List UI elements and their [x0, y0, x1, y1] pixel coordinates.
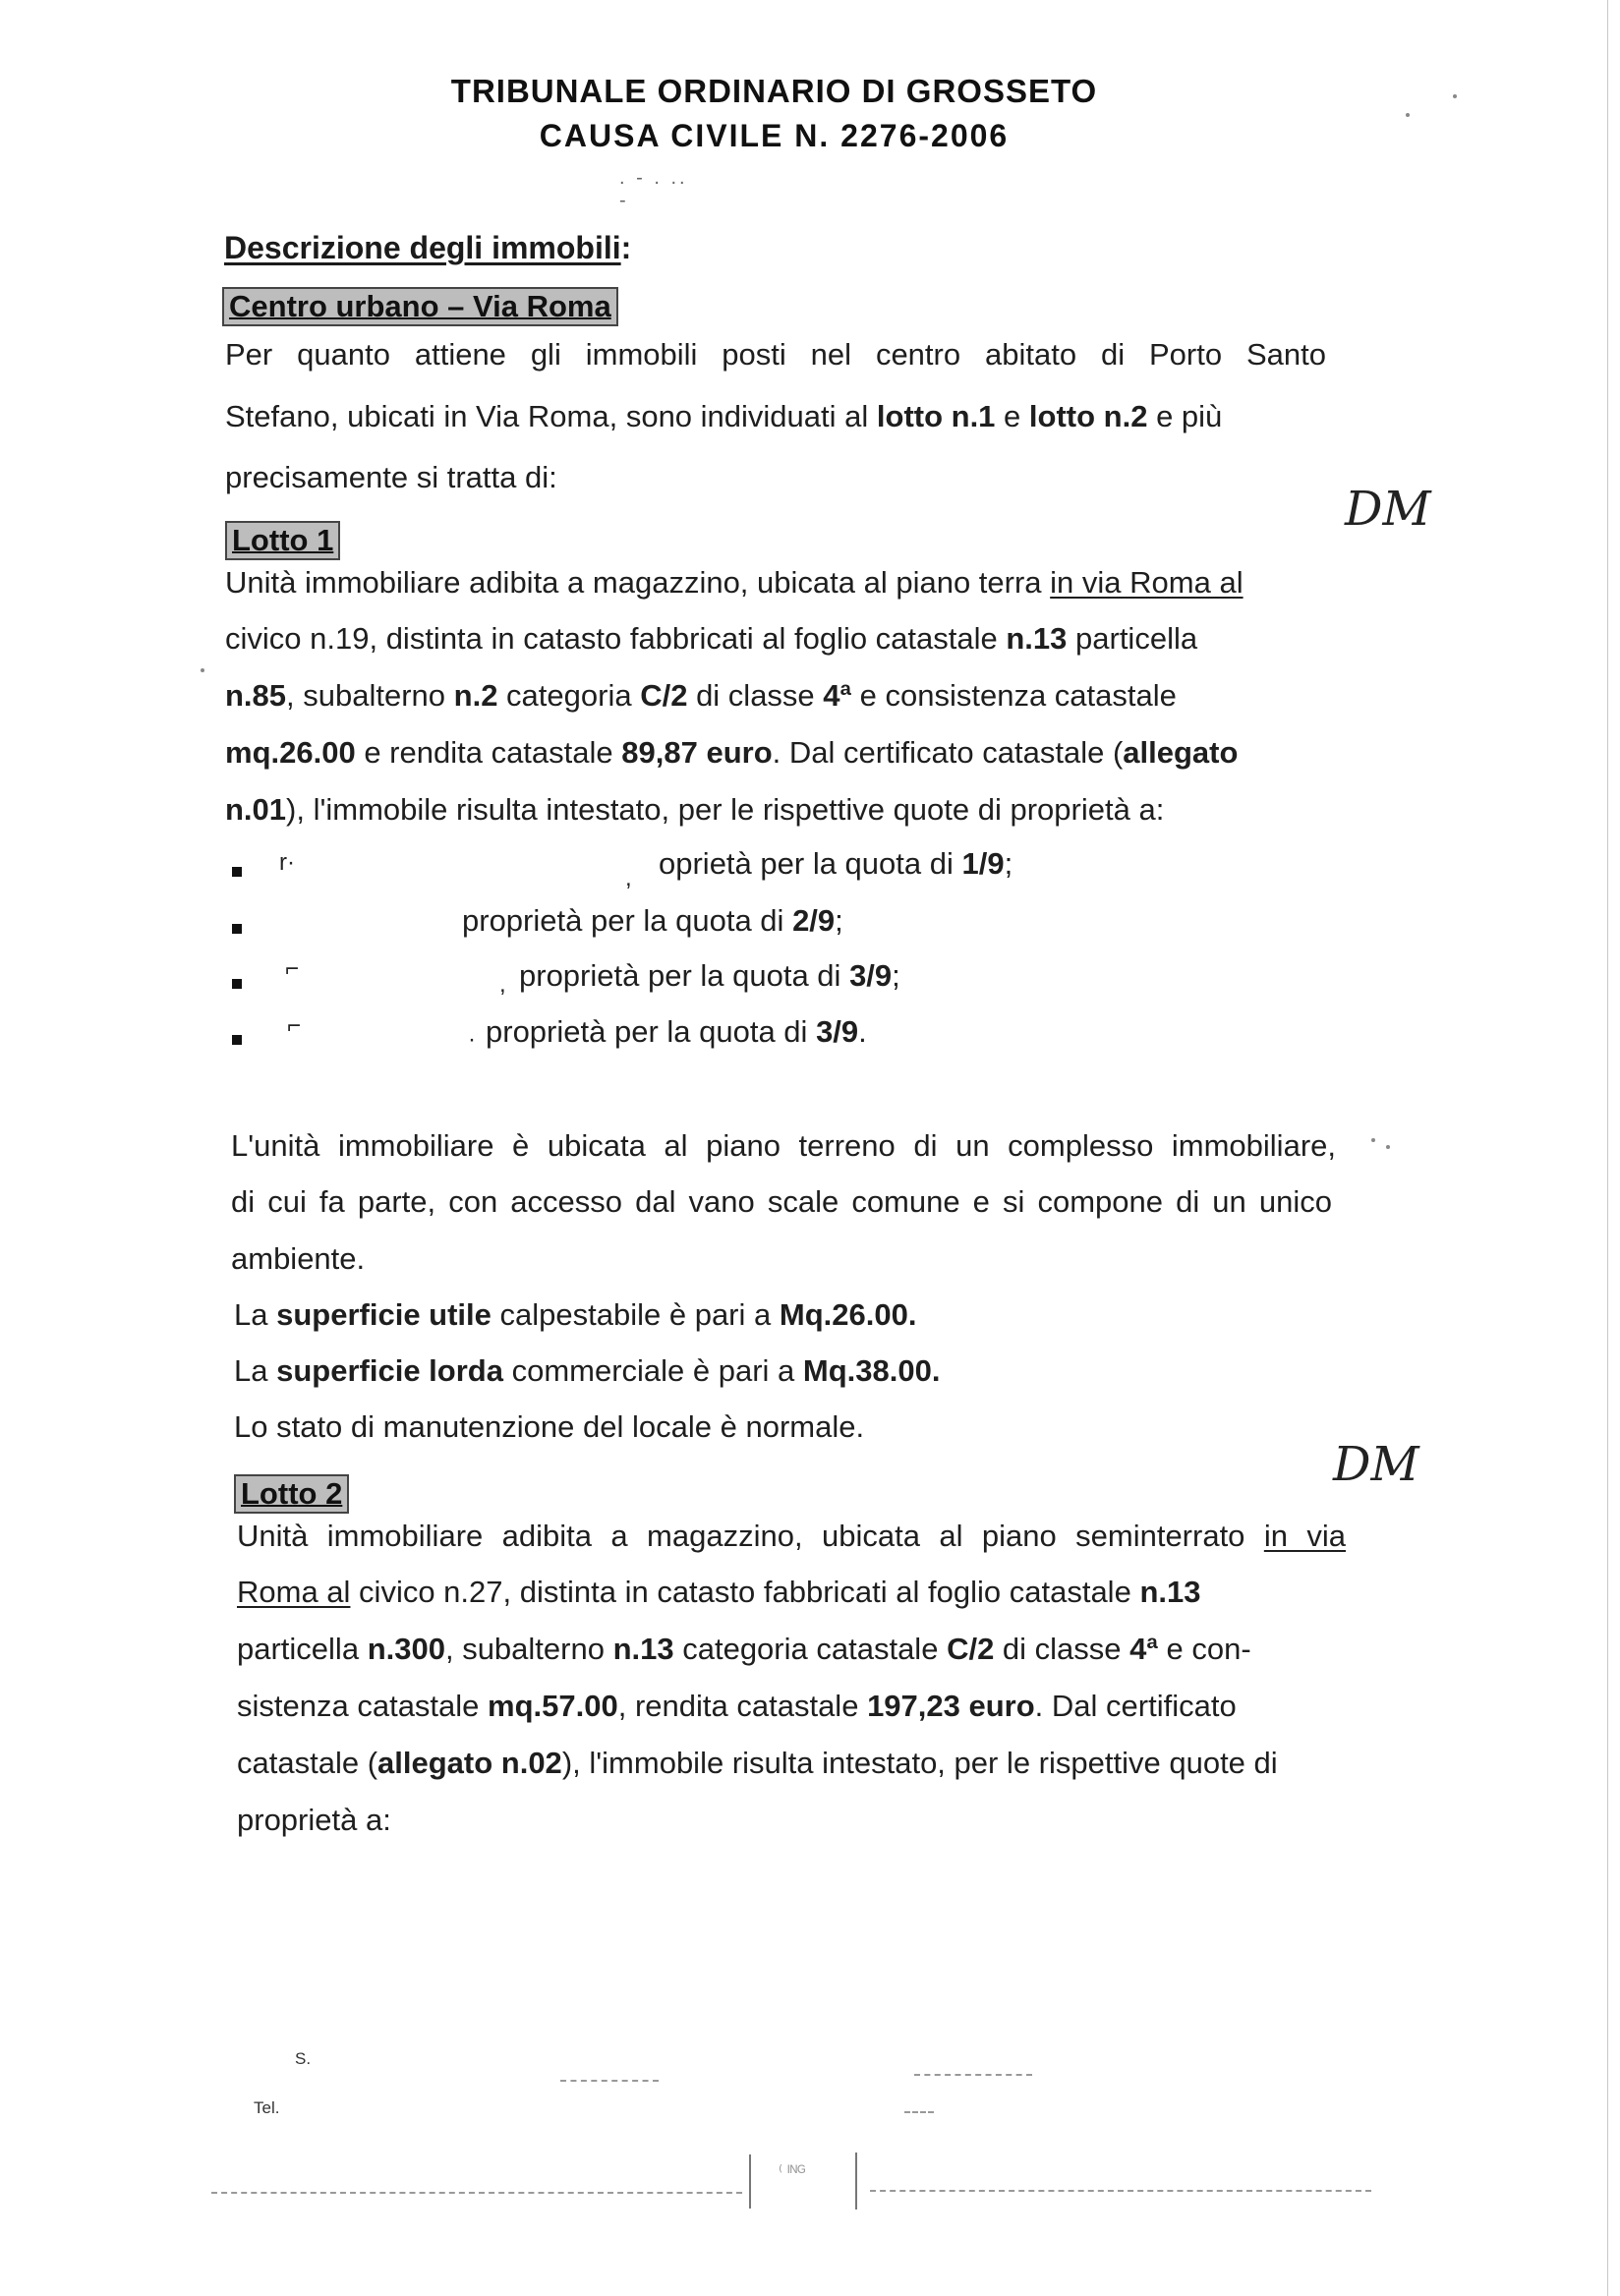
- lotto-2-line-1: [237, 1517, 1346, 1556]
- list-bullet: [232, 924, 242, 934]
- intro-text: e più: [1147, 399, 1223, 433]
- scan-speck: [1453, 94, 1457, 98]
- owner-text: ;: [1004, 846, 1013, 881]
- categoria-value: C/2: [947, 1632, 995, 1666]
- description-line-2: di cui fa parte, con accesso dal vano scale comune e si compone di un unico: [231, 1184, 1332, 1219]
- lotto-ref-2: lotto n.2: [1028, 399, 1148, 433]
- lotto-2-line-6: proprietà a:: [237, 1803, 391, 1837]
- footer-rule: [211, 2192, 742, 2194]
- intro-line-3: precisamente si tratta di:: [225, 460, 557, 494]
- foglio-value: n.13: [1006, 621, 1068, 656]
- footer-bracket: [749, 2154, 751, 2209]
- consistenza-value: mq.57.00: [488, 1689, 618, 1723]
- intro-text: e: [995, 399, 1029, 433]
- subsection-label: Centro urbano – Via Roma: [222, 287, 618, 326]
- particella-value: n.300: [367, 1632, 445, 1666]
- lotto-1-line-3: [225, 676, 1177, 716]
- intro-line-1: Per quanto attiene gli immobili posti nel centro abitato di Porto Santo: [225, 337, 1326, 372]
- lotto-2-text: . Dal certificato: [1034, 1689, 1237, 1723]
- lotto-2-line-3: [237, 1630, 1251, 1669]
- list-bullet: [232, 979, 242, 989]
- superficie-text: commerciale è pari a: [502, 1353, 803, 1388]
- lotto-2-line-5: [237, 1744, 1278, 1783]
- lotto-1-text: . Dal certificato catastale (: [772, 735, 1124, 770]
- owner-quota-3: [519, 956, 900, 996]
- categoria-value: C/2: [640, 678, 688, 713]
- scan-speck: [1406, 113, 1410, 117]
- list-bullet: [232, 867, 242, 877]
- lotto-2-text: , subalterno: [444, 1632, 613, 1666]
- lotto-2-text: Unità immobiliare adibita a magazzino, ubicata al piano seminterrato: [237, 1519, 1264, 1553]
- lotto-2-text: ), l'immobile risulta intestato, per le rispettive quote di: [561, 1746, 1278, 1780]
- superficie-label: superficie utile: [276, 1297, 492, 1332]
- lotto-1-line-1: [225, 563, 1244, 603]
- lotto-2-text: civico n.27, distinta in catasto fabbricati al foglio catastale: [350, 1575, 1140, 1609]
- case-number: CAUSA CIVILE N. 2276-2006: [539, 118, 1010, 153]
- superficie-utile: [234, 1295, 916, 1335]
- redacted-fragment: ,: [499, 971, 506, 998]
- redacted-fragment: ⌐: [285, 955, 300, 982]
- classe-value: 4ª: [823, 678, 852, 713]
- superficie-text: calpestabile è pari a: [491, 1297, 780, 1332]
- owner-text: proprietà per la quota di: [486, 1014, 817, 1049]
- quota-value: 3/9: [816, 1014, 859, 1049]
- list-bullet: [232, 1035, 242, 1045]
- intro-line-2: [225, 397, 1222, 436]
- scan-speck: [1386, 1145, 1390, 1149]
- quota-value: 3/9: [849, 958, 893, 993]
- lotto-1-text: e rendita catastale: [355, 735, 622, 770]
- redacted-fragment: ,: [625, 865, 632, 891]
- description-line-1: L'unità immobiliare è ubicata al piano terreno di un complesso immobiliare,: [231, 1128, 1336, 1163]
- scan-speck: [1371, 1138, 1375, 1142]
- owner-text: ;: [892, 958, 900, 993]
- footer-tel-label: Tel.: [254, 2098, 280, 2117]
- description-line-3: ambiente.: [231, 1241, 366, 1276]
- lotto-1-text: categoria: [497, 678, 641, 713]
- owner-text: proprietà per la quota di: [462, 903, 793, 938]
- lotto-1-text: particella: [1067, 621, 1198, 656]
- superficie-text: La: [234, 1353, 277, 1388]
- owner-quota-1: [659, 844, 1012, 884]
- lotto-1-text: Unità immobiliare adibita a magazzino, ubicata al piano terra: [225, 565, 1051, 600]
- intro-text: Stefano, ubicati in Via Roma, sono individuati al: [225, 399, 877, 433]
- handwritten-initials: DM: [1333, 1437, 1419, 1492]
- section-title-colon: :: [620, 230, 632, 265]
- lotto-2-text: particella: [237, 1632, 368, 1666]
- scan-smudge: . - . .. -: [619, 167, 688, 211]
- consistenza-value: mq.26.00: [225, 735, 356, 770]
- owner-text: proprietà per la quota di: [519, 958, 850, 993]
- footer-redacted-line: [560, 2080, 659, 2082]
- lotto-1-line-4: [225, 733, 1238, 773]
- foglio-value: n.13: [1139, 1575, 1201, 1609]
- rendita-value: 197,23 euro: [867, 1689, 1035, 1723]
- lotto-2-line-4: [237, 1687, 1237, 1726]
- lotto-2-label: Lotto 2: [234, 1474, 349, 1514]
- superficie-text: La: [234, 1297, 277, 1332]
- lotto-2-text: , rendita catastale: [617, 1689, 868, 1723]
- address-underlined: Roma al: [237, 1575, 351, 1609]
- allegato-number: n.01: [225, 792, 287, 827]
- redacted-fragment: ·: [468, 1026, 476, 1053]
- lotto-1-line-2: [225, 619, 1197, 659]
- lotto-2-text: sistenza catastale: [237, 1689, 489, 1723]
- section-title-text: Descrizione degli immobili: [224, 230, 621, 265]
- scan-speck: [201, 668, 204, 672]
- lotto-1-text: civico n.19, distinta in catasto fabbricati al foglio catastale: [225, 621, 1007, 656]
- lotto-2-text: e con-: [1157, 1632, 1251, 1666]
- particella-value: n.85: [225, 678, 287, 713]
- lotto-1-line-5: [225, 790, 1164, 830]
- quota-value: 1/9: [961, 846, 1005, 881]
- lotto-1-text: e consistenza catastale: [851, 678, 1177, 713]
- lotto-1-text: ), l'immobile risulta intestato, per le rispettive quote di proprietà a:: [286, 792, 1165, 827]
- quota-value: 2/9: [792, 903, 836, 938]
- owner-text: oprietà per la quota di: [659, 846, 962, 881]
- address-underlined: in via Roma al: [1050, 565, 1244, 600]
- owner-text: .: [858, 1014, 867, 1049]
- superficie-value: Mq.38.00.: [802, 1353, 941, 1388]
- redacted-fragment: r·: [279, 849, 295, 876]
- scan-edge-line: [1607, 0, 1608, 2296]
- subalterno-value: n.2: [453, 678, 498, 713]
- allegato-label: allegato: [1123, 735, 1239, 770]
- lotto-1-label: Lotto 1: [225, 521, 340, 560]
- superficie-lorda: [234, 1351, 940, 1391]
- lotto-ref-1: lotto n.1: [876, 399, 996, 433]
- footer-rule: [870, 2190, 1371, 2192]
- owner-quota-2: [462, 901, 843, 941]
- footer-bracket: [855, 2152, 857, 2210]
- lotto-1-text: , subalterno: [286, 678, 454, 713]
- lotto-1-text: di classe: [687, 678, 824, 713]
- handwritten-initials: DM: [1345, 482, 1431, 537]
- allegato-label: allegato n.02: [377, 1746, 562, 1780]
- court-heading: TRIBUNALE ORDINARIO DI GROSSETO: [450, 73, 1098, 109]
- classe-value: 4ª: [1129, 1632, 1158, 1666]
- owner-text: ;: [835, 903, 843, 938]
- redacted-fragment: ⌐: [287, 1012, 302, 1039]
- lotto-2-text: catastale (: [237, 1746, 378, 1780]
- subalterno-value: n.13: [612, 1632, 674, 1666]
- footer-s-label: S.: [295, 2049, 312, 2068]
- address-underlined: in via: [1263, 1519, 1346, 1553]
- superficie-value: Mq.26.00.: [779, 1297, 917, 1332]
- lotto-2-line-2: [237, 1573, 1200, 1612]
- rendita-value: 89,87 euro: [621, 735, 773, 770]
- stato-manutenzione: Lo stato di manutenzione del locale è normale.: [234, 1409, 865, 1444]
- footer-redacted-line: [914, 2074, 1032, 2076]
- lotto-2-text: di classe: [994, 1632, 1130, 1666]
- lotto-2-text: categoria catastale: [673, 1632, 948, 1666]
- owner-quota-4: [486, 1012, 867, 1052]
- superficie-label: superficie lorda: [276, 1353, 503, 1388]
- footer-redacted-line: [904, 2111, 934, 2113]
- footer-stamp-mark: ⁽ ᴵᴺᴳ: [779, 2162, 806, 2181]
- section-title: [224, 230, 631, 266]
